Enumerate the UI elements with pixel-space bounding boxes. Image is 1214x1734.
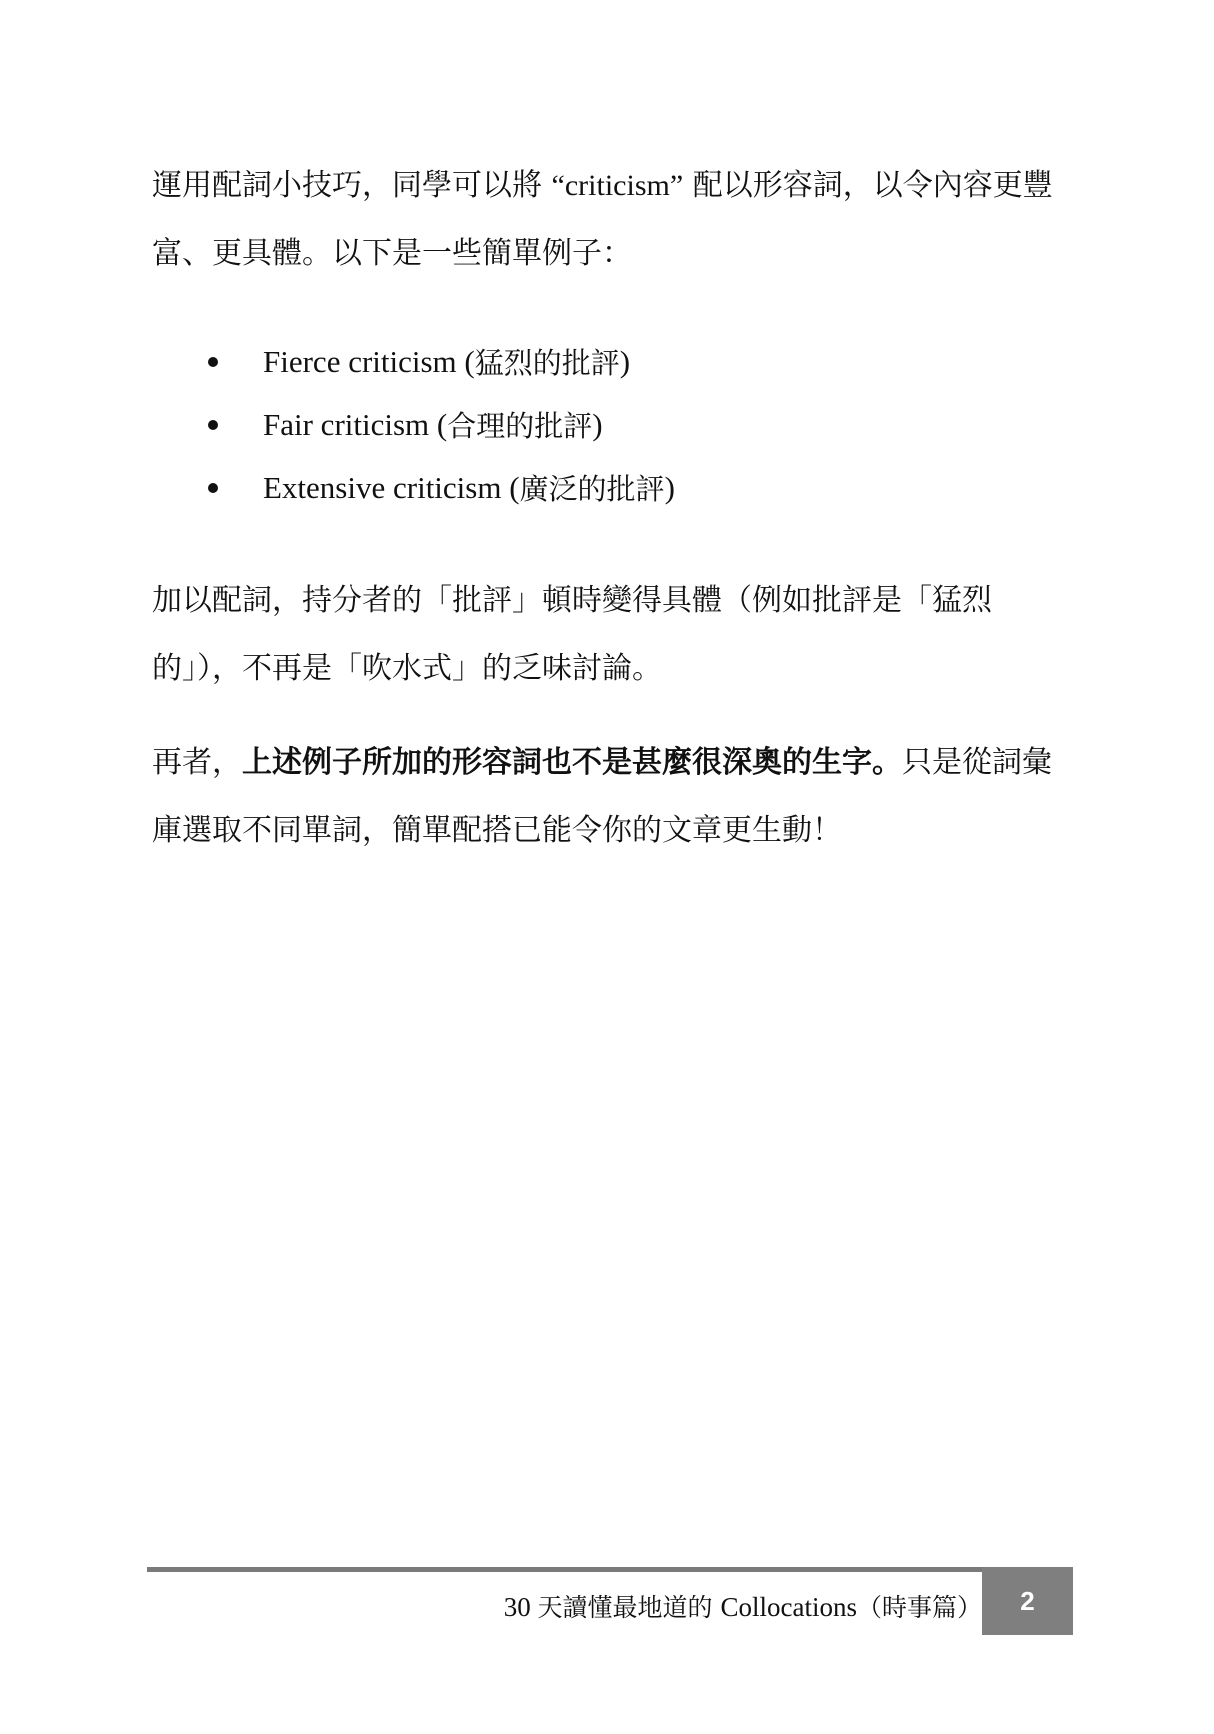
list-item bbox=[152, 456, 1072, 519]
example-chinese: 廣泛的批評 bbox=[519, 472, 665, 506]
page-number-badge bbox=[982, 1567, 1073, 1635]
example-chinese: 猛烈的批評 bbox=[474, 346, 620, 380]
example-list bbox=[152, 330, 1072, 519]
bullet-icon bbox=[208, 420, 218, 430]
footer-book-title bbox=[504, 1582, 982, 1633]
intro-text-1: 運用配詞小技巧，同學可以將 bbox=[152, 168, 552, 203]
bullet-icon bbox=[208, 357, 218, 367]
list-item bbox=[152, 393, 1072, 456]
example-english: Fair criticism ( bbox=[263, 406, 448, 442]
intro-text-2: 配以形容詞，以令內容更豐富、更具體。以下是一些簡單例子： bbox=[152, 168, 1053, 271]
example-chinese: 合理的批評 bbox=[447, 409, 593, 443]
paragraph-three bbox=[152, 729, 1072, 865]
footer-subtitle: （時事篇） bbox=[856, 1593, 982, 1622]
footer-divider bbox=[147, 1567, 1073, 1572]
page-content bbox=[152, 152, 1072, 865]
example-english: Fierce criticism ( bbox=[263, 343, 475, 379]
footer-title-english: Collocations bbox=[720, 1592, 857, 1622]
intro-paragraph bbox=[152, 152, 1072, 288]
paragraph-three-bold: 上述例子所加的形容詞也不是甚麼很深奧的生字。 bbox=[242, 745, 902, 780]
bullet-icon bbox=[208, 483, 218, 493]
footer-title-chinese: 天讀懂最地道的 bbox=[537, 1593, 721, 1622]
paragraph-three-tail: 只是從詞彙庫選取不同單詞，簡單配搭已能令你的文章更生動！ bbox=[152, 745, 1052, 848]
example-close-paren: ) bbox=[619, 343, 631, 379]
footer-number: 30 bbox=[503, 1592, 538, 1622]
intro-term: “criticism” bbox=[551, 169, 684, 202]
list-item bbox=[152, 330, 1072, 393]
example-close-paren: ) bbox=[664, 469, 675, 505]
paragraph-three-lead: 再者， bbox=[152, 745, 242, 780]
example-close-paren: ) bbox=[592, 406, 603, 442]
example-english: Extensive criticism ( bbox=[263, 469, 520, 505]
paragraph-two: 加以配詞，持分者的「批評」頓時變得具體（例如批評是「猛烈的」），不再是「吹水式」的乏味討論。 bbox=[152, 583, 992, 686]
page-number: 2 bbox=[1020, 1585, 1035, 1616]
